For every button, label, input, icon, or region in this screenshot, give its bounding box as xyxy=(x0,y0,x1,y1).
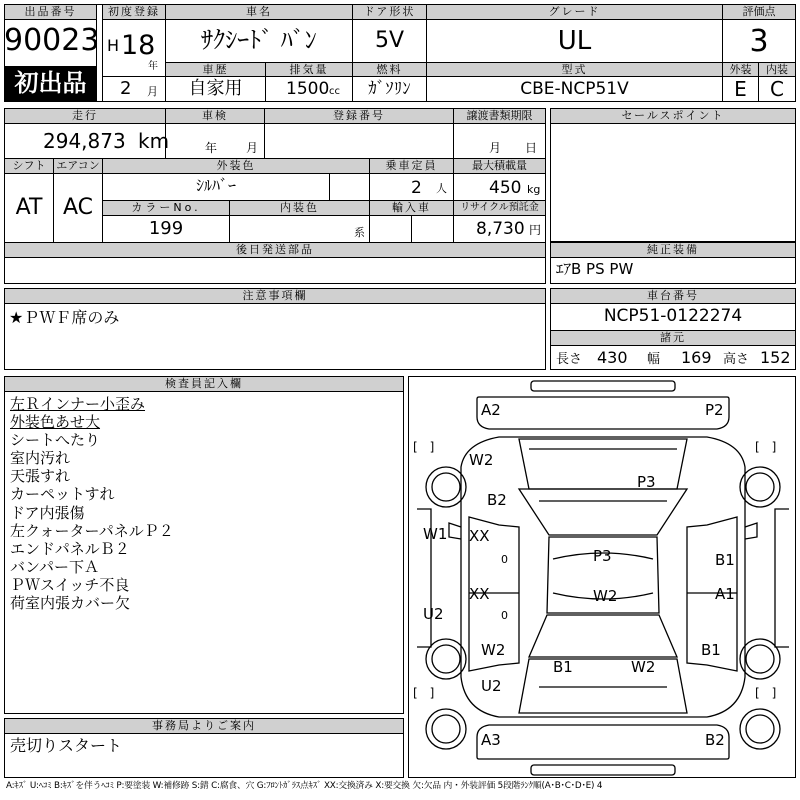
interior-color-header: 内装色 xyxy=(230,201,369,216)
car-outline xyxy=(409,377,797,779)
chassis-number: NCP51-0122274 xyxy=(603,306,743,326)
left-bracket-bottom: [ ] xyxy=(413,686,435,700)
notes-header: 注意事項欄 xyxy=(5,289,545,304)
inspector-list xyxy=(10,395,174,612)
later-parts-header: 後日発送部品 xyxy=(5,243,545,258)
inspector-item: エンドパネルＢ２ xyxy=(10,539,130,558)
inspector-item: 左Ｒインナー小歪み xyxy=(10,395,146,413)
exterior-grade-header: 外装 xyxy=(723,63,758,77)
damage-code: W1 xyxy=(423,525,448,543)
import-header: 輸入車 xyxy=(370,201,453,216)
seats-unit: 人 xyxy=(436,182,447,195)
mileage-header: 走行 xyxy=(5,109,165,124)
plate-number-header: 登録番号 xyxy=(265,109,453,124)
registration-month: 2 xyxy=(120,78,132,99)
inspector-item: 室内汚れ xyxy=(10,449,71,468)
damage-code: A1 xyxy=(715,585,735,603)
equipment-header: 純正装備 xyxy=(551,243,795,258)
model-code-header: 型式 xyxy=(427,63,722,77)
aircon-header: エアコン xyxy=(54,159,102,174)
inspector-item: ＰＷスイッチ不良 xyxy=(10,575,130,594)
damage-code: W2 xyxy=(631,658,656,676)
recycle-unit: 円 xyxy=(529,223,542,237)
history-header: 車歴 xyxy=(166,63,265,77)
inspector-item: 外装色あせ大 xyxy=(10,413,101,432)
notes-text: ★ＰＷＦ席のみ xyxy=(9,308,120,327)
score-header: 評価点 xyxy=(723,5,795,20)
car-name-header: 車名 xyxy=(166,5,352,20)
mileage: 294,873 xyxy=(43,129,126,153)
seating-header: 乗車定員 xyxy=(370,159,453,174)
inspector-item: 左クォーターパネルＰ２ xyxy=(10,521,174,540)
damage-code: W2 xyxy=(469,451,494,469)
month-unit: 月 xyxy=(147,85,158,98)
damage-code: B2 xyxy=(705,731,725,749)
lot-number-header: 出品番号 xyxy=(5,5,96,20)
damage-code: B1 xyxy=(701,641,721,659)
width-label: 幅 xyxy=(647,352,661,367)
vehicle-history: 自家用 xyxy=(188,78,243,99)
color-number-header: カラーNo. xyxy=(103,201,229,216)
aircon: AC xyxy=(62,195,94,220)
damage-code: W2 xyxy=(481,641,506,659)
max-load: 450 xyxy=(489,178,522,198)
interior-color-unit: 系 xyxy=(354,226,365,239)
damage-code: 0 xyxy=(501,609,508,622)
damage-code: 0 xyxy=(501,553,508,566)
interior-grade: C xyxy=(770,77,784,101)
left-bracket-top: [ ] xyxy=(413,440,435,454)
fuel-header: 燃料 xyxy=(353,63,426,77)
height-label: 高さ xyxy=(723,352,750,367)
transfer-deadline-header: 譲渡書類期限 xyxy=(454,109,545,124)
damage-code: XX xyxy=(469,527,490,545)
damage-code: B2 xyxy=(487,491,507,509)
exterior-color-header: 外装色 xyxy=(103,159,369,174)
right-bracket-bottom: [ ] xyxy=(755,686,777,700)
seats: 2 xyxy=(411,178,422,198)
lot-number: 90023 xyxy=(4,23,100,58)
length-label: 長さ xyxy=(556,352,583,367)
width: 169 xyxy=(681,348,712,367)
right-bracket-top: [ ] xyxy=(755,440,777,454)
inspector-item: 荷室内張カバー欠 xyxy=(10,594,131,613)
mileage-unit: km xyxy=(138,129,170,153)
recycle-deposit: 8,730 xyxy=(476,219,525,239)
score: 3 xyxy=(749,24,769,59)
damage-code: W2 xyxy=(593,587,618,605)
recycle-deposit-header: リサイクル預託金 xyxy=(454,201,545,216)
inspector-item: カーペットすれ xyxy=(10,485,115,504)
max-load-header: 最大積載量 xyxy=(454,159,545,174)
fuel: ｶﾞｿﾘﾝ xyxy=(368,79,411,99)
displacement-header: 排気量 xyxy=(266,63,352,77)
inspector-header: 検査員記入欄 xyxy=(5,377,403,392)
transfer-day-unit: 日 xyxy=(525,141,538,155)
office-text: 売切りスタート xyxy=(10,736,123,755)
inspector-item: ドア内張傷 xyxy=(10,503,85,522)
dimensions-header: 諸元 xyxy=(551,331,795,346)
shift: AT xyxy=(15,195,43,220)
inspector-item: バンパー下Ａ xyxy=(10,557,99,576)
inspection-year-unit: 年 xyxy=(205,141,218,155)
door-type: 5V xyxy=(374,28,405,53)
inspector-item: シートへたり xyxy=(10,431,101,450)
sales-point-box xyxy=(550,108,796,242)
damage-diagram xyxy=(408,376,796,778)
damage-code: A2 xyxy=(481,401,501,419)
damage-code: B1 xyxy=(715,551,735,569)
transfer-month-unit: 月 xyxy=(489,141,502,155)
chassis-header: 車台番号 xyxy=(551,289,795,304)
inspection-header: 車検 xyxy=(166,109,264,124)
damage-code: U2 xyxy=(423,605,444,623)
inspector-item: 天張すれ xyxy=(10,467,71,486)
max-load-unit: kg xyxy=(527,183,541,196)
first-listing-badge: 初出品 xyxy=(5,66,96,101)
grade: UL xyxy=(557,26,592,56)
era-letter: H xyxy=(107,36,120,55)
car-name: ｻｸｼｰﾄﾞ ﾊﾞﾝ xyxy=(201,26,317,54)
exterior-grade: E xyxy=(734,77,747,101)
sales-point-header: セールスポイント xyxy=(551,109,795,124)
damage-code: P2 xyxy=(705,401,724,419)
first-registration-header: 初度登録 xyxy=(103,5,165,20)
year-unit: 年 xyxy=(148,61,158,72)
damage-code: P3 xyxy=(637,473,656,491)
damage-code: P3 xyxy=(593,547,612,565)
damage-code: A3 xyxy=(481,731,501,749)
office-header: 事務局よりご案内 xyxy=(5,719,403,734)
registration-year: 18 xyxy=(121,30,156,61)
damage-code: U2 xyxy=(481,677,502,695)
displacement: 1500 xyxy=(286,79,330,99)
equipment: ｴｱB PS PW xyxy=(556,260,634,278)
shift-header: シフト xyxy=(5,159,53,174)
color-number: 199 xyxy=(148,218,184,239)
legend: A:ｷｽﾞ U:ﾍｺﾐ B:ｷｽﾞを伴うﾍｺﾐ P:要塗装 W:補修跡 S:錆 C:腐食、穴 G:ﾌﾛﾝﾄｶﾞﾗｽ点ｷｽﾞ XX:交換済み X:要交換 欠:欠品 内・外装評価 5段階ﾗﾝｸ順(A･B･C･D･E) 4 xyxy=(6,781,603,791)
damage-code: B1 xyxy=(553,658,573,676)
displacement-unit: cc xyxy=(329,86,340,97)
damage-code: XX xyxy=(469,585,490,603)
interior-grade-header: 内装 xyxy=(759,63,795,77)
exterior-color: ｼﾙﾊﾞｰ xyxy=(195,176,236,195)
length: 430 xyxy=(597,348,628,367)
inspection-month-unit: 月 xyxy=(246,141,259,155)
height: 152 xyxy=(760,348,791,367)
model-code: CBE-NCP51V xyxy=(520,79,629,99)
door-type-header: ドア形状 xyxy=(353,5,426,20)
grade-header: グレード xyxy=(427,5,722,20)
